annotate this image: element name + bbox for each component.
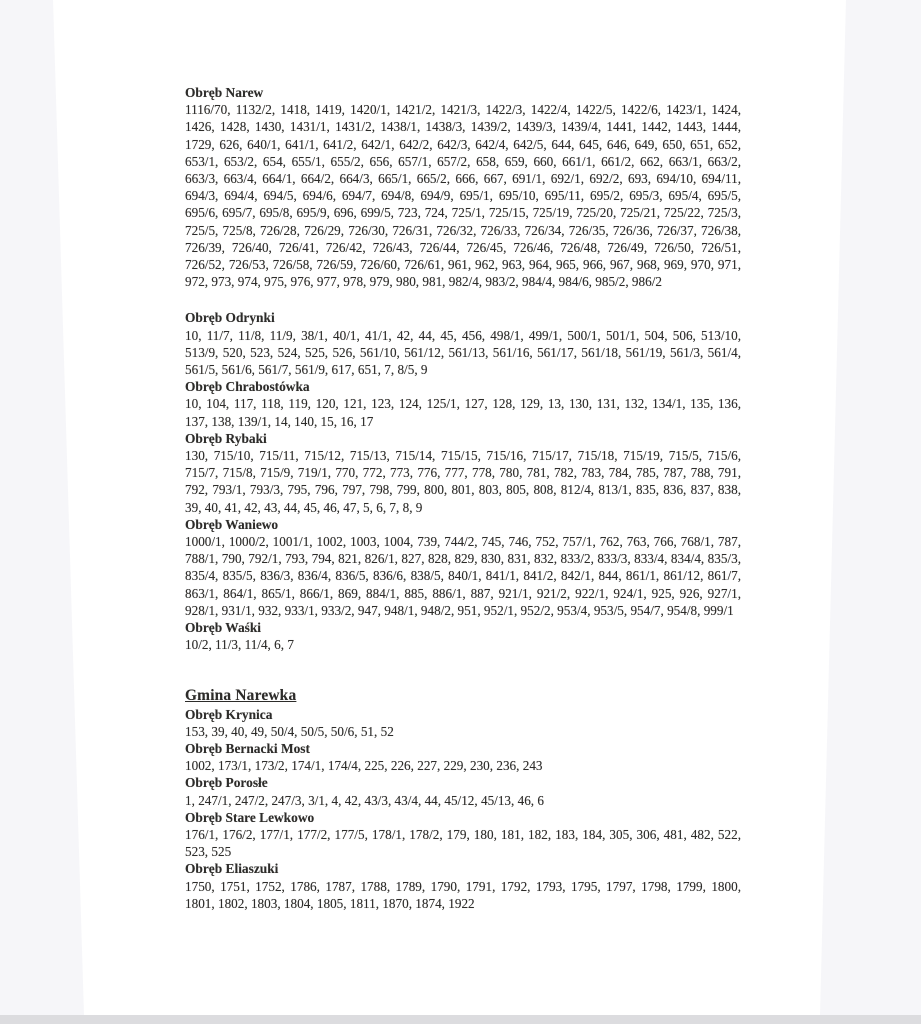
parcel-list: 153, 39, 40, 49, 50/4, 50/5, 50/6, 51, 52 [185,723,394,739]
obreb-heading: Obręb Waniewo [185,516,279,532]
section-obreb-eliaszuki [185,860,741,912]
parcel-list: 176/1, 176/2, 177/1, 177/2, 177/5, 178/1, 178/2, 179, 180, 181, 182, 183, 184, 305, 306, 481, 482, 522, 523, 525 [185,826,741,860]
parcel-list: 1116/70, 1132/2, 1418, 1419, 1420/1, 1421/2, 1421/3, 1422/3, 1422/4, 1422/5, 1422/6, 1423/1, 1424, 1426, 1428, 1430, 1431/1, 1431/2, 1438/1, 1438/3, 1439/2, 1439/3, 1439/4, 1441, 1442, 1443, 1444, 1729, 626, 640/1, 641/1, 641/2, 642/1, 642/2, 642/3, 642/4, 642/5, 644, 645, 646, 649, 650, 651, 652, 653/1, 653/2, 654, 655/1, 655/2, 656, 657/1, 657/2, 658, 659, 660, 661/1, 661/2, 662, 663/1, 663/2, 663/3, 663/4, 664/1, 664/2, 664/3, 665/1, 665/2, 666, 667, 691/1, 692/1, 692/2, 693, 694/10, 694/11, 694/3, 694/4, 694/5, 694/6, 694/7, 694/8, 694/9, 695/1, 695/10, 695/11, 695/2, 695/3, 695/4, 695/5, 695/6, 695/7, 695/8, 695/9, 696, 699/5, 723, 724, 725/1, 725/15, 725/19, 725/20, 725/21, 725/22, 725/3, 725/5, 725/8, 726/28, 726/29, 726/30, 726/31, 726/32, 726/33, 726/34, 726/35, 726/36, 726/37, 726/38, 726/39, 726/40, 726/41, 726/42, 726/43, 726/44, 726/45, 726/46, 726/48, 726/49, 726/50, 726/51, 726/52, 726/53, 726/58, 726/59, 726/60, 726/61, 961, 962, 963, 964, 965, 966, 967, 968, 969, 970, 971, 972, 973, 974, 975, 976, 977, 978, 979, 980, 981, 982/4, 983/2, 984/4, 984/6, 985/2, 986/2 [185,102,741,290]
section-obreb-narew [185,84,741,290]
parcel-list: 1, 247/1, 247/2, 247/3, 3/1, 4, 42, 43/3, 43/4, 44, 45/12, 45/13, 46, 6 [185,792,544,808]
section-obreb-krynica [185,706,741,740]
section-obreb-odrynki [185,309,741,378]
obreb-heading: Obręb Stare Lewkowo [185,809,315,825]
parcel-list: 10, 104, 117, 118, 119, 120, 121, 123, 124, 125/1, 127, 128, 129, 13, 130, 131, 132, 134/1, 135, 136, 137, 138, 139/1, 14, 140, 15, 16, 17 [185,396,741,429]
obreb-heading: Obręb Odrynki [185,310,275,326]
scan-bottom-strip [0,1015,921,1024]
gmina-narewka-heading: Gmina Narewka [185,686,297,704]
parcel-list: 1002, 173/1, 173/2, 174/1, 174/4, 225, 226, 227, 229, 230, 236, 243 [185,758,543,774]
parcel-list: 1000/1, 1000/2, 1001/1, 1002, 1003, 1004, 739, 744/2, 745, 746, 752, 757/1, 762, 763, 766, 768/1, 787, 788/1, 790, 792/1, 793, 794, 821, 826/1, 827, 828, 829, 830, 831, 832, 833/2, 833/3, 833/4, 834/4, 835/3, 835/4, 835/5, 836/3, 836/4, 836/5, 836/6, 838/5, 840/1, 841/1, 841/2, 842/1, 844, 861/1, 861/12, 861/7, 863/1, 864/1, 865/1, 866/1, 869, 884/1, 885, 886/1, 887, 921/1, 921/2, 922/1, 924/1, 925, 926, 927/1, 928/1, 931/1, 932, 933/1, 933/2, 947, 948/1, 948/2, 951, 952/1, 952/2, 953/4, 953/5, 954/7, 954/8, 999/1 [185,534,741,618]
obreb-heading: Obręb Eliaszuki [185,861,279,877]
parcel-list: 10, 11/7, 11/8, 11/9, 38/1, 40/1, 41/1, 42, 44, 45, 456, 498/1, 499/1, 500/1, 501/1, 504, 506, 513/10, 513/9, 520, 523, 524, 525, 526, 561/10, 561/12, 561/13, 561/16, 561/17, 561/18, 561/19, 561/3, 561/4, 561/5, 561/6, 561/7, 561/9, 617, 651, 7, 8/5, 9 [185,327,741,378]
obreb-heading: Obręb Rybaki [185,430,267,446]
obreb-heading: Obręb Chrabostówka [185,379,310,395]
section-obreb-chrabostowka [185,378,741,430]
section-obreb-rybaki [185,430,741,516]
obreb-heading: Obręb Krynica [185,706,273,722]
section-obreb-waniewo [185,516,741,619]
obreb-heading: Obręb Waśki [185,620,262,636]
obreb-heading: Obręb Bernacki Most [185,740,310,756]
obreb-heading: Obręb Porosłe [185,775,268,791]
parcel-list: 10/2, 11/3, 11/4, 6, 7 [185,637,294,653]
section-obreb-porosle [185,774,741,808]
parcel-list: 130, 715/10, 715/11, 715/12, 715/13, 715/14, 715/15, 715/16, 715/17, 715/18, 715/19, 715/5, 715/6, 715/7, 715/8, 715/9, 719/1, 770, 772, 773, 776, 777, 778, 780, 781, 782, 783, 784, 785, 787, 788, 791, 792, 793/1, 793/3, 795, 796, 797, 798, 799, 800, 801, 803, 805, 808, 812/4, 813/1, 835, 836, 837, 838, 39, 40, 41, 42, 43, 44, 45, 46, 47, 5, 6, 7, 8, 9 [185,448,741,515]
section-obreb-stare-lewkowo [185,809,741,861]
parcel-list: 1750, 1751, 1752, 1786, 1787, 1788, 1789, 1790, 1791, 1792, 1793, 1795, 1797, 1798, 1799, 1800, 1801, 1802, 1803, 1804, 1805, 1811, 1870, 1874, 1922 [185,878,741,911]
section-obreb-waski [185,619,741,653]
document-text-block [185,84,741,912]
obreb-heading: Obręb Narew [185,85,264,100]
section-obreb-bernacki-most [185,740,741,774]
